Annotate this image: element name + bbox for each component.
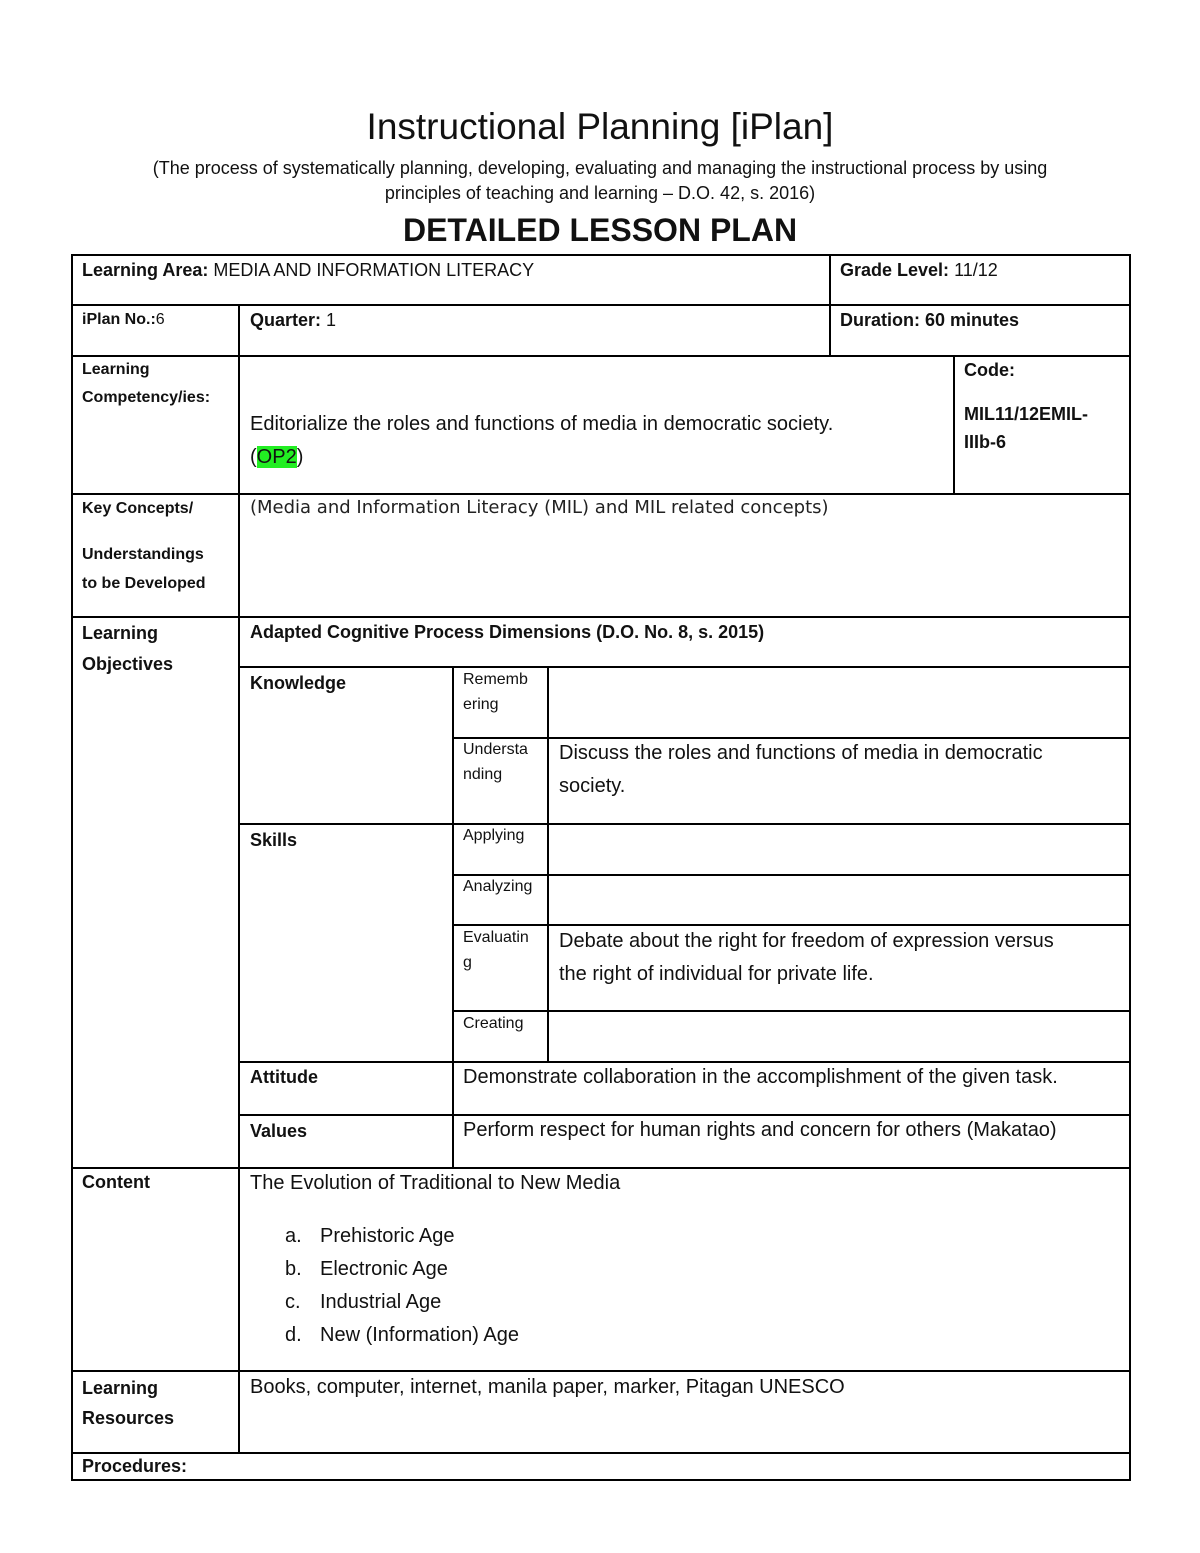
evaluating-label (463, 925, 529, 975)
evaluating-text (559, 925, 1054, 991)
evaluating-line-2: g (463, 954, 472, 971)
list-item-text: Industrial Age (320, 1291, 442, 1313)
content-label: Content (82, 1172, 150, 1192)
list-marker: b. (285, 1258, 302, 1280)
attitude-label: Attitude (250, 1067, 318, 1087)
resources-label-line-1: Learning (82, 1378, 159, 1398)
code-line-2: IIIb-6 (964, 432, 1007, 452)
learning-area-value: MEDIA AND INFORMATION LITERACY (213, 260, 535, 280)
evaluating-text-line-1: Debate about the right for freedom of expression versus (559, 930, 1054, 952)
attitude-text: Demonstrate collaboration in the accomplishment of the given task. (463, 1066, 1058, 1088)
subtitle-line-1: (The process of systematically planning, developing, evaluating and managing the instructional process by using (152, 158, 1048, 178)
iplan-number (82, 308, 165, 332)
quarter-value: 1 (326, 310, 337, 330)
competency-statement: Editorialize the roles and functions of media in democratic society. (250, 413, 834, 435)
list-item-text: Electronic Age (320, 1258, 448, 1280)
competency-text (250, 408, 833, 474)
plan-heading: DETAILED LESSON PLAN (402, 212, 798, 248)
understanding-text-line-2: society. (559, 775, 626, 797)
analyzing-label: Analyzing (463, 878, 533, 895)
competency-label-line-2: Competency/ies: (82, 389, 211, 406)
evaluating-line-1: Evaluatin (463, 929, 529, 946)
understanding-line-2: nding (463, 766, 503, 783)
applying-label: Applying (463, 827, 525, 844)
learning-area-label: Learning Area: (82, 260, 209, 280)
list-item (285, 1286, 441, 1319)
grade-level-value: 11/12 (954, 260, 998, 280)
subtitle-line-2: principles of teaching and learning – D.O. 42, s. 2016) (384, 183, 816, 203)
objectives-label-line-1: Learning (82, 623, 159, 643)
remembering-line-1: Rememb (463, 671, 528, 688)
key-concepts-label-line-2: Understandings (82, 546, 204, 563)
understanding-label (463, 737, 528, 787)
objectives-label-line-2: Objectives (82, 654, 174, 674)
remembering-label (463, 667, 528, 717)
code-label: Code: (964, 360, 1015, 380)
remembering-line-2: ering (463, 696, 499, 713)
procedures-label: Procedures: (82, 1456, 188, 1476)
creating-label: Creating (463, 1015, 524, 1032)
resources-label (82, 1373, 174, 1433)
list-item (285, 1253, 448, 1286)
values-label: Values (250, 1121, 308, 1141)
list-item (285, 1220, 455, 1253)
objectives-label (82, 618, 173, 680)
document-title: Instructional Planning [iPlan] (366, 106, 834, 147)
evaluating-text-line-2: the right of individual for private life. (559, 963, 874, 985)
knowledge-label: Knowledge (250, 673, 347, 693)
competency-tag-line (250, 441, 833, 474)
list-item (285, 1319, 519, 1352)
competency-code (964, 358, 1088, 454)
content-title: The Evolution of Traditional to New Media (250, 1172, 621, 1194)
understanding-text (559, 737, 1043, 803)
resources-text: Books, computer, internet, manila paper, marker, Pitagan UNESCO (250, 1376, 845, 1398)
tag-open: ( (250, 446, 257, 468)
duration-label: Duration: (840, 310, 920, 330)
objectives-header: Adapted Cognitive Process Dimensions (D.O. No. 8, s. 2015) (250, 622, 765, 642)
quarter (250, 308, 336, 332)
list-item-text: Prehistoric Age (320, 1225, 455, 1247)
resources-label-line-2: Resources (82, 1408, 175, 1428)
key-concepts-label-line-3: to be Developed (82, 575, 206, 592)
competency-tag: OP2 (256, 446, 297, 468)
key-concepts-label-line-1: Key Concepts/ (82, 500, 194, 517)
iplan-label: iPlan No.: (82, 311, 156, 328)
list-item-text: New (Information) Age (320, 1324, 519, 1346)
tag-close: ) (296, 446, 304, 468)
grade-level-label: Grade Level: (840, 260, 950, 280)
competency-label-line-1: Learning (82, 361, 150, 378)
skills-label: Skills (250, 830, 298, 850)
list-marker: d. (285, 1324, 302, 1346)
key-concepts-text: (Media and Information Literacy (MIL) and MIL related concepts) (250, 497, 829, 518)
code-line-1: MIL11/12EMIL- (964, 404, 1089, 424)
iplan-value: 6 (155, 311, 165, 328)
duration (840, 308, 1019, 332)
grade-level (840, 258, 998, 282)
understanding-line-1: Understa (463, 741, 528, 758)
quarter-label: Quarter: (250, 310, 322, 330)
key-concepts-label (82, 494, 206, 598)
understanding-text-line-1: Discuss the roles and functions of media in democratic (559, 742, 1043, 764)
learning-area (82, 258, 534, 282)
duration-value: 60 minutes (925, 310, 1020, 330)
competency-label (82, 356, 210, 412)
document-subtitle (80, 156, 1120, 206)
list-marker: a. (285, 1225, 302, 1247)
values-text: Perform respect for human rights and concern for others (Makatao) (463, 1119, 1057, 1141)
list-marker: c. (285, 1291, 301, 1313)
